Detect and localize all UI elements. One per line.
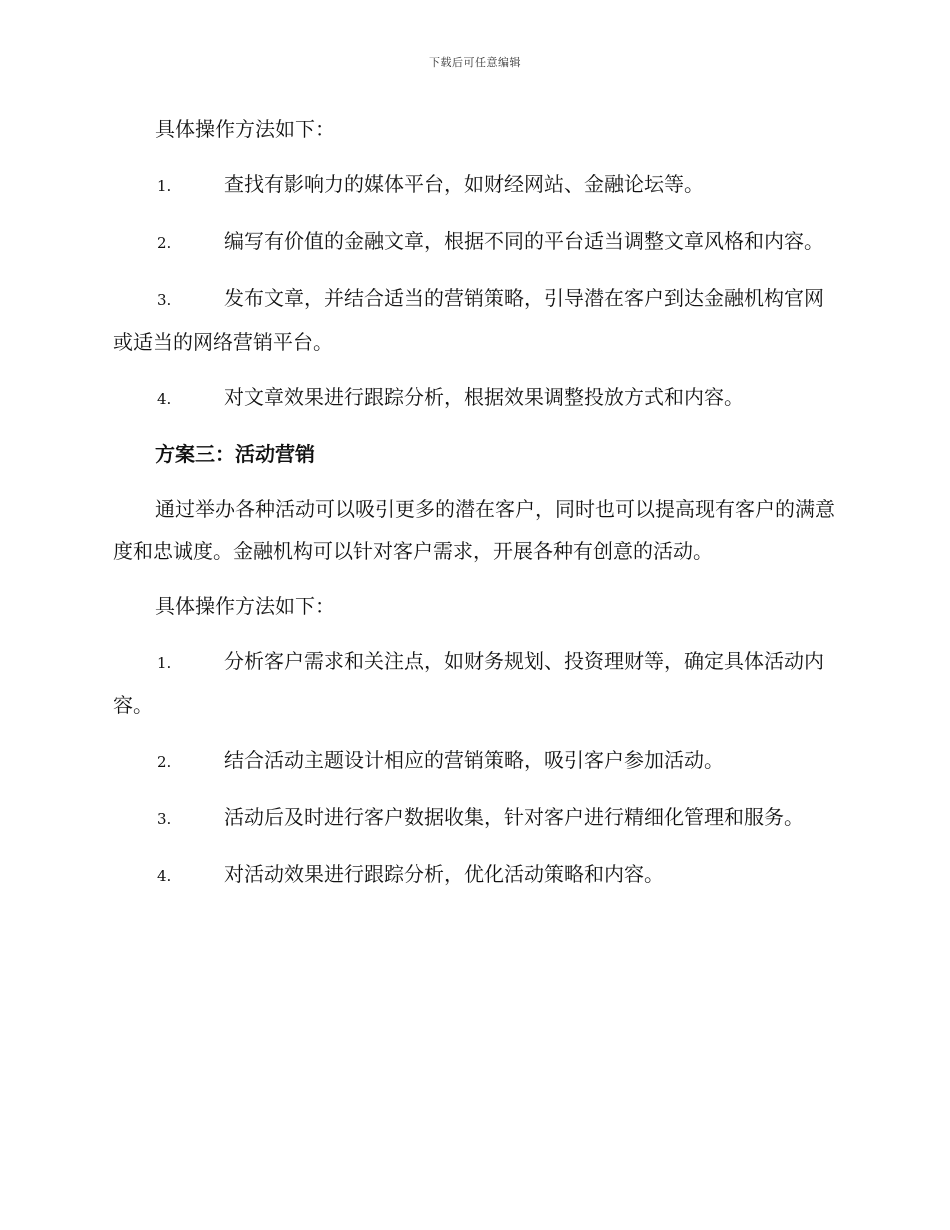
section-three-title: 方案三：活动营销: [155, 442, 315, 466]
list-item-number: 1.: [157, 654, 172, 672]
list-item: [113, 739, 835, 783]
section-three-intro: 具体操作方法如下：: [155, 594, 335, 618]
list-item-text: 编写有价值的金融文章，根据不同的平台适当调整文章风格和内容。: [224, 229, 824, 253]
list-item-text: 查找有影响力的媒体平台，如财经网站、金融论坛等。: [224, 172, 704, 196]
list-item: [113, 853, 835, 897]
list-item-number: 2.: [157, 753, 172, 771]
section-three-description: 通过举办各种活动可以吸引更多的潜在客户，同时也可以提高现有客户的满意度和忠诚度。金融机构可以针对客户需求，开展各种有创意的活动。: [113, 497, 835, 563]
list-item-number: 4.: [157, 390, 172, 408]
list-item-text: 发布文章，并结合适当的营销策略，引导潜在客户到达金融机构官网或适当的网络营销平台。: [113, 286, 824, 354]
list-item: [113, 376, 835, 420]
page-header-note: 下载后可任意编辑: [429, 56, 521, 69]
list-item-text: 结合活动主题设计相应的营销策略，吸引客户参加活动。: [224, 748, 724, 772]
list-item-text: 对活动效果进行跟踪分析，优化活动策略和内容。: [224, 862, 664, 886]
list-item: [113, 220, 835, 264]
list-item-number: 1.: [157, 177, 172, 195]
list-item: [113, 796, 835, 840]
page-content: [113, 108, 835, 910]
list-item-number: 3.: [157, 291, 172, 309]
list-item: [113, 277, 835, 363]
list-item-number: 2.: [157, 234, 172, 252]
list-item-text: 分析客户需求和关注点，如财务规划、投资理财等，确定具体活动内容。: [113, 649, 824, 717]
list-item: [113, 640, 835, 726]
list-item-number: 4.: [157, 867, 172, 885]
section-two-intro: 具体操作方法如下：: [155, 117, 335, 141]
list-item-text: 活动后及时进行客户数据收集，针对客户进行精细化管理和服务。: [224, 805, 804, 829]
list-item: [113, 163, 835, 207]
list-item-number: 3.: [157, 810, 172, 828]
list-item-text: 对文章效果进行跟踪分析，根据效果调整投放方式和内容。: [224, 385, 744, 409]
